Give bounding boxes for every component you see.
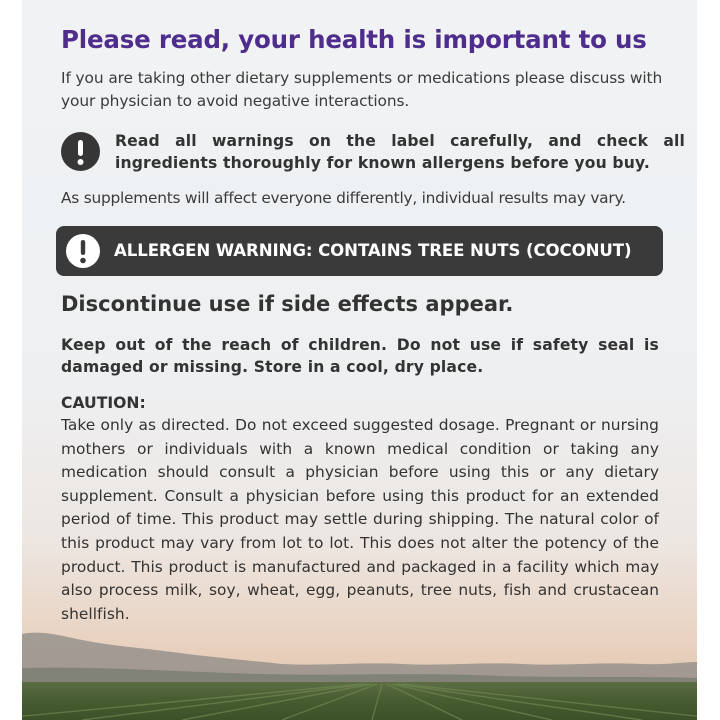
interactions-notice: If you are taking other dietary supplements or medications please discuss with your physician to avoid negative interactions. xyxy=(61,69,663,110)
storage-warning: Keep out of the reach of children. Do not use if safety seal is damaged or missing. Store in a cool, dry place. xyxy=(61,336,659,376)
label-panel xyxy=(22,0,697,720)
caution-title: CAUTION: xyxy=(61,394,146,412)
exclamation-circle-icon xyxy=(61,132,100,171)
headline: Please read, your health is important to us xyxy=(61,25,647,54)
caution-body: Take only as directed. Do not exceed suggested dosage. Pregnant or nursing mothers or individuals with a known medical condition or taking any medication should consult a physician before using this or any dietary supplement. Consult a physician before using this product for an extended period of time. This product may settle during shipping. The natural color of this product may vary from lot to lot. This does not alter the potency of the product. This product is manufactured and packaged in a facility which may also process milk, soy, wheat, egg, peanuts, tree nuts, fish and crustacean shellfish. xyxy=(61,416,659,623)
allergen-warning-banner xyxy=(56,226,663,276)
discontinue-heading: Discontinue use if side effects appear. xyxy=(61,292,514,316)
label-warning-text: Read all warnings on the label carefully, and check all ingredients thoroughly for known allergens before you buy. xyxy=(115,132,685,172)
allergen-warning-text: ALLERGEN WARNING: CONTAINS TREE NUTS (COCONUT) xyxy=(114,241,632,260)
results-variance-note: As supplements will affect everyone differently, individual results may vary. xyxy=(61,189,626,207)
label-warning-notice xyxy=(61,128,685,176)
exclamation-circle-icon xyxy=(66,234,100,268)
